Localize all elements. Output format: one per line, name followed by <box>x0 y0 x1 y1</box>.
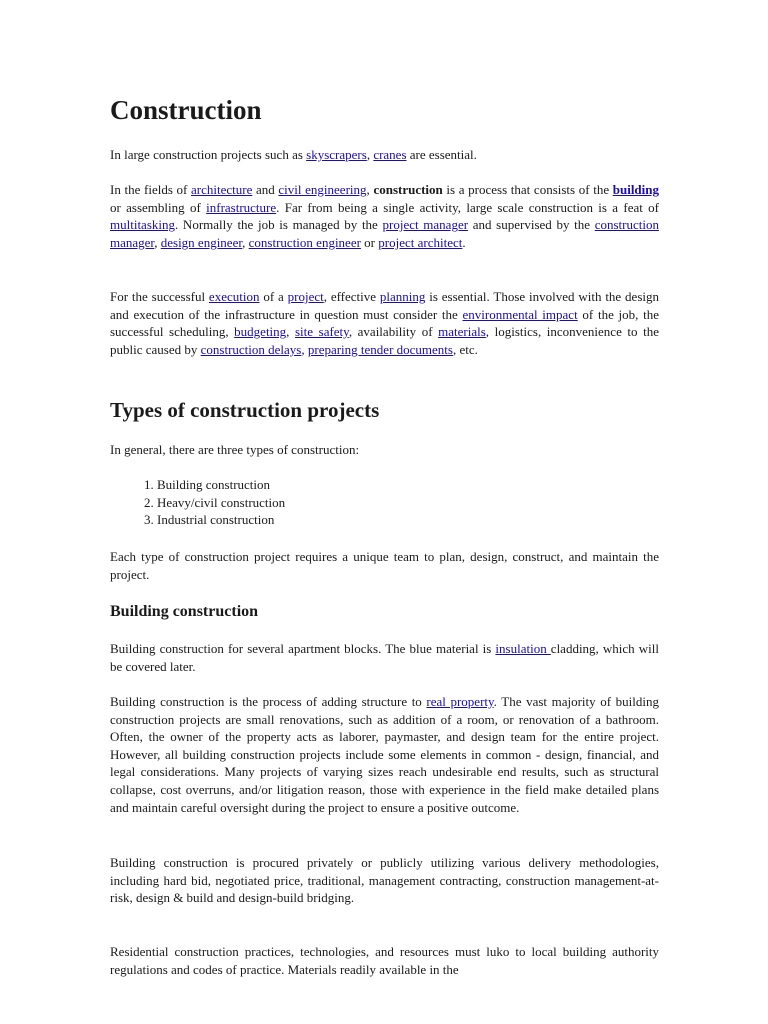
text: of the job, the successful scheduling, <box>110 306 659 340</box>
link-environmental-impact[interactable]: environmental impact <box>462 306 578 322</box>
text: . <box>462 234 466 250</box>
link-execution[interactable]: execution <box>208 289 260 304</box>
text: are essential. <box>406 147 477 162</box>
text: , <box>366 147 374 162</box>
text: , <box>286 324 295 340</box>
text: , <box>366 182 374 197</box>
text: , <box>242 234 249 250</box>
link-project-architect[interactable]: project architect <box>378 234 463 250</box>
link-construction-engineer[interactable]: construction engineer <box>248 234 361 250</box>
link-insulation[interactable]: insulation <box>495 641 551 656</box>
text: In the fields of <box>110 182 191 197</box>
link-multitasking[interactable]: multitasking <box>110 217 175 233</box>
link-infrastructure[interactable]: infrastructure <box>206 199 277 215</box>
list-item: 2. Heavy/civil construction <box>157 494 706 512</box>
section-heading-building: Building construction <box>110 603 259 620</box>
text: cladding, which will be covered later. <box>110 641 659 674</box>
text: . The vast majority of building construction projects are small renovations, such as addition of a room, or renovation of a bathroom. Often, the owner of the property acts as laborer, paymaster, and design team for the entire project. However, all building construction projects include some elements in common - design, financial, and legal considerations. Many projects of varying sizes reach undesirable end results, such as structural collapse, cost overruns, and/or litigation reason, those with experience in the field make detailed plans and maintain careful oversight during the project to ensure a positive outcome. <box>110 694 659 815</box>
text: Building construction is the process of adding structure to <box>110 694 427 709</box>
residential-paragraph: Residential construction practices, technologies, and resources must luko to local building authority regulations and codes of practice. Materials readily available in the <box>110 944 659 977</box>
text: , etc. <box>452 341 478 357</box>
list-item: 3. Industrial construction <box>157 511 706 529</box>
link-real-property[interactable]: real property <box>426 694 494 709</box>
bold-term-construction: construction <box>373 182 443 197</box>
text: is a process that consists of the <box>442 182 613 197</box>
link-materials[interactable]: materials <box>438 324 486 340</box>
link-site-safety[interactable]: site safety <box>295 324 349 340</box>
text: , logistics, inconvenience to the public caused by <box>110 324 659 357</box>
link-budgeting[interactable]: budgeting <box>234 324 287 340</box>
text: , <box>301 341 308 357</box>
building-caption-paragraph <box>110 640 659 675</box>
intro-paragraph <box>110 146 659 164</box>
text: and <box>252 182 279 197</box>
text: Building construction for several apartment blocks. The blue material is <box>110 641 496 656</box>
text: , availability of <box>348 324 439 340</box>
text: , effective <box>323 289 380 304</box>
link-building-label: building <box>612 182 660 197</box>
text: In large construction projects such as <box>110 147 307 162</box>
link-building[interactable] <box>613 182 659 197</box>
planning-paragraph <box>110 288 659 358</box>
types-summary: Each type of construction project requires a unique team to plan, design, construct, and maintain the project. <box>110 549 659 582</box>
procurement-paragraph: Building construction is procured privately or publicly utilizing various delivery methodologies, including hard bid, negotiated price, traditional, management contracting, construction management-at-risk, design & build and design-build bridging. <box>110 855 659 906</box>
link-skyscrapers[interactable]: skyscrapers <box>306 147 367 162</box>
link-preparing-tender-documents[interactable]: preparing tender documents <box>307 341 453 357</box>
text: or <box>360 234 379 250</box>
text: , <box>154 234 161 250</box>
section-heading-types: Types of construction projects <box>110 398 380 422</box>
link-architecture[interactable]: architecture <box>191 182 253 197</box>
link-construction-delays[interactable]: construction delays <box>200 341 302 357</box>
link-planning[interactable]: planning <box>379 289 426 304</box>
building-process-paragraph <box>110 693 659 816</box>
link-project[interactable]: project <box>287 289 324 304</box>
link-civil-engineering[interactable]: civil engineering <box>278 182 367 197</box>
construction-types-list <box>110 476 706 529</box>
types-intro: In general, there are three types of construction: <box>110 442 360 457</box>
text: For the successful <box>110 289 209 304</box>
text: is essential. Those involved with the design and execution of the infrastructure in question must consider the <box>110 289 659 322</box>
link-design-engineer[interactable]: design engineer <box>160 234 243 250</box>
link-construction-manager[interactable]: construction manager <box>110 217 659 250</box>
list-item: 1. Building construction <box>157 476 706 494</box>
text: . Normally the job is managed by the <box>175 217 383 233</box>
text: or assembling of <box>110 199 207 215</box>
text: of a <box>259 289 288 304</box>
link-cranes[interactable]: cranes <box>373 147 407 162</box>
definition-paragraph <box>110 181 659 251</box>
link-project-manager[interactable]: project manager <box>382 217 469 233</box>
text: and supervised by the <box>468 217 595 233</box>
page-title: Construction <box>110 95 262 125</box>
text: . Far from being a single activity, large scale construction is a feat of <box>276 199 659 215</box>
